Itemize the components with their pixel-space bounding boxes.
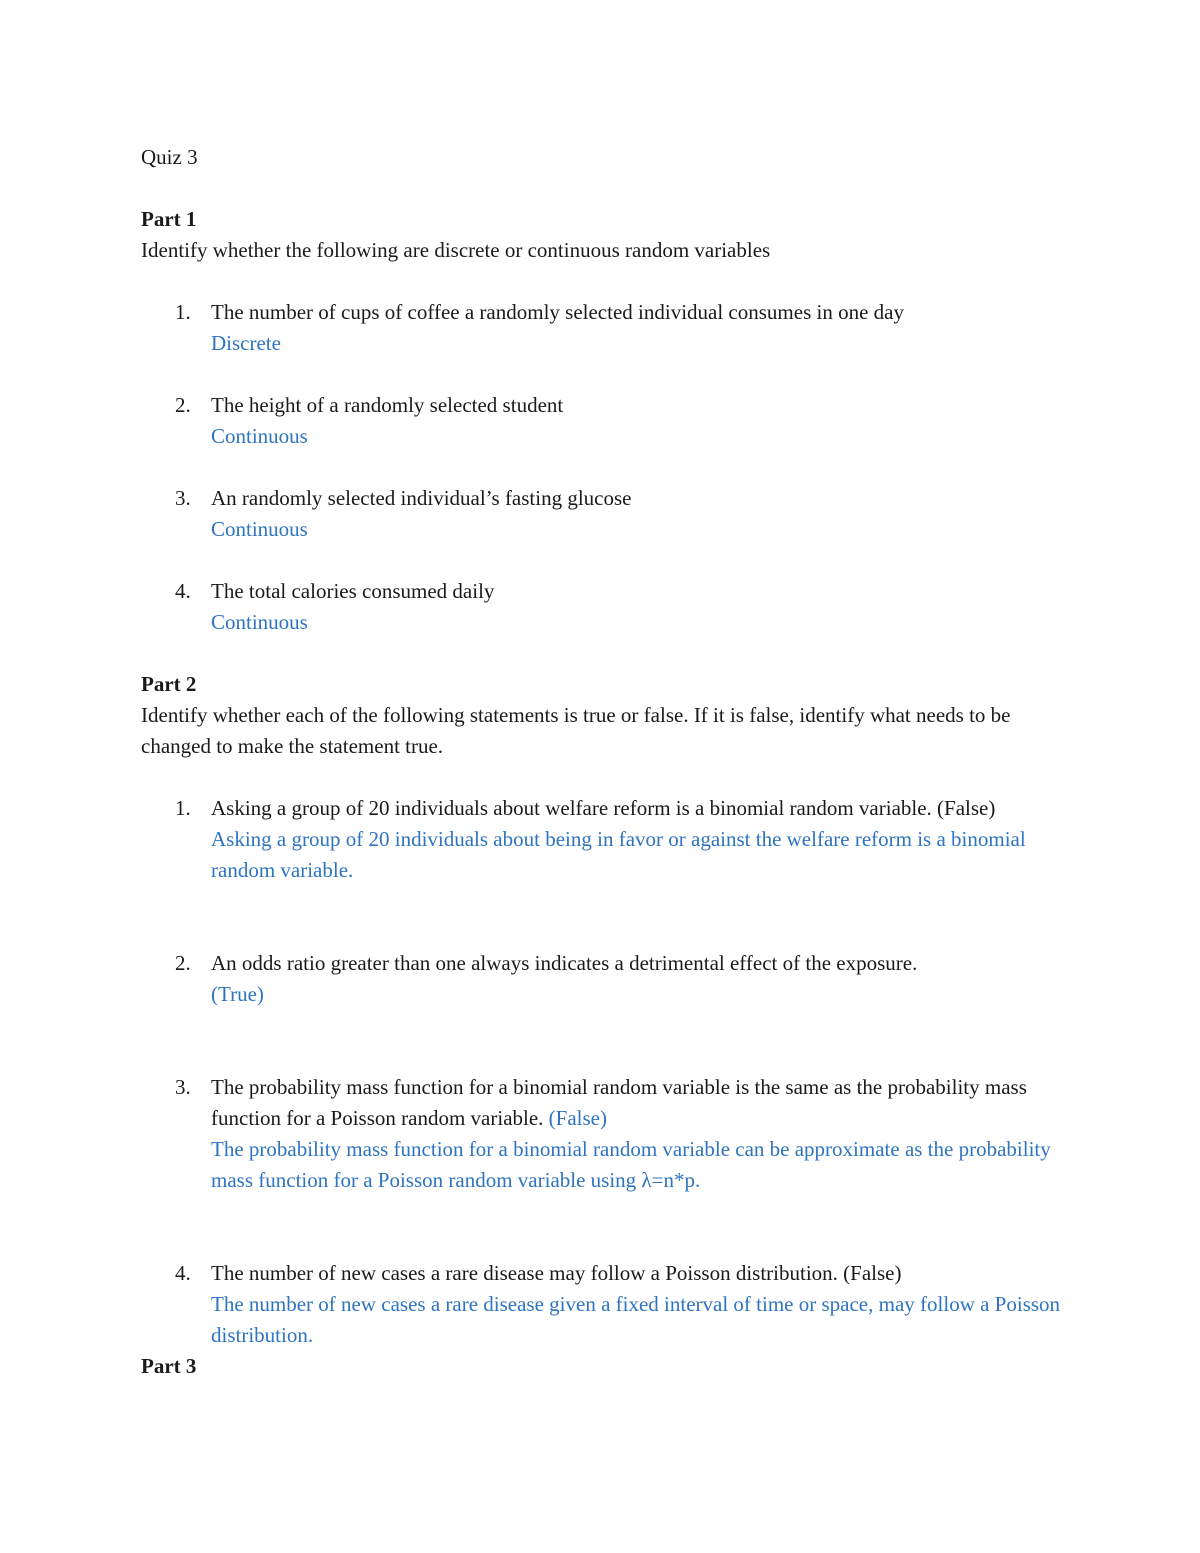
item-number: 3. [175,1075,191,1099]
item-number: 2. [175,393,191,417]
answer-text: Discrete [211,331,281,355]
item-number: 3. [175,486,191,510]
item-number: 4. [175,579,191,603]
answer-text: (True) [211,982,264,1006]
verdict-text: (False) [548,1106,607,1130]
part-1-item-2 [141,390,1061,452]
question-text: An randomly selected individual’s fasting glucose [211,486,632,510]
part-2-item-1 [141,793,1061,886]
answer-text: The number of new cases a rare disease given a fixed interval of time or space, may follow a Poisson distribution. [211,1292,1061,1347]
item-number: 1. [175,300,191,324]
answer-text: Asking a group of 20 individuals about being in favor or against the welfare reform is a binomial random variable. [211,827,1026,882]
part-1-section [141,204,1061,638]
part-1-heading: Part 1 [141,207,197,231]
part-1-instructions: Identify whether the following are discrete or continuous random variables [141,238,771,262]
question-text: The height of a randomly selected student [211,393,564,417]
answer-text: Continuous [211,517,308,541]
answer-text: Continuous [211,610,308,634]
answer-text: The probability mass function for a binomial random variable can be approximate as the probability mass function for a Poisson random variable using λ=n*p. [211,1137,1051,1192]
part-2-item-4 [141,1258,1061,1351]
part-2-section [141,669,1061,1351]
part-2-list [141,793,1061,1351]
question-text [211,1072,1061,1134]
item-number: 2. [175,951,191,975]
part-3-section [141,1351,1061,1382]
part-2-heading: Part 2 [141,672,197,696]
item-number: 1. [175,796,191,820]
part-1-item-3 [141,483,1061,545]
item-number: 4. [175,1261,191,1285]
part-2-item-2 [141,948,1061,1010]
quiz-title: Quiz 3 [141,145,198,169]
question-body: The probability mass function for a binomial random variable is the same as the probability mass function for a Poisson random variable. [211,1075,1027,1130]
question-text: The number of cups of coffee a randomly selected individual consumes in one day [211,300,904,324]
part-2-instructions: Identify whether each of the following statements is true or false. If it is false, identify what needs to be changed to make the statement true. [141,703,1011,758]
answer-text: Continuous [211,424,308,448]
part-1-list [141,297,1061,638]
part-2-item-3 [141,1072,1061,1196]
question-text: The total calories consumed daily [211,579,495,603]
question-text: An odds ratio greater than one always indicates a detrimental effect of the exposure. [211,951,918,975]
document-body [141,142,1061,1382]
question-text: The number of new cases a rare disease may follow a Poisson distribution. (False) [211,1261,902,1285]
question-text: Asking a group of 20 individuals about welfare reform is a binomial random variable. (False) [211,796,996,820]
part-1-item-1 [141,297,1061,359]
part-1-item-4 [141,576,1061,638]
part-3-heading: Part 3 [141,1354,197,1378]
